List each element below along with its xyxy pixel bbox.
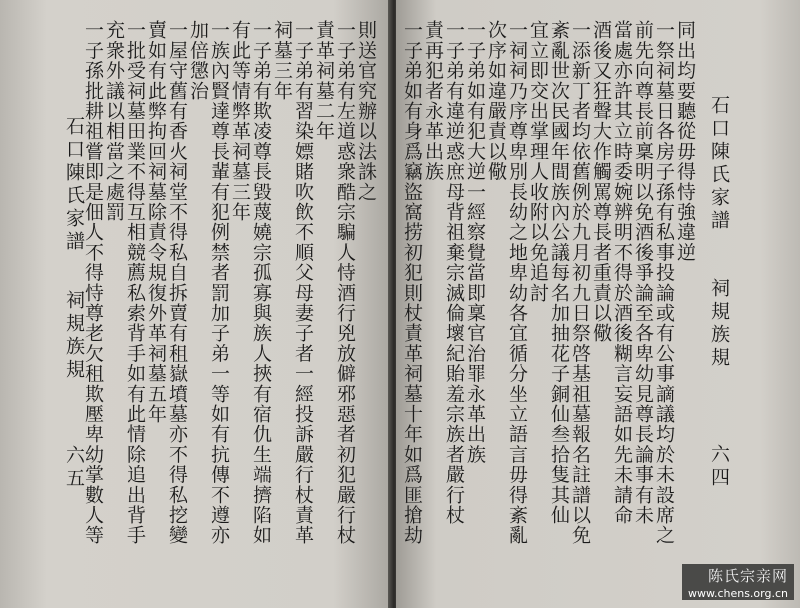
right-page-header: 石口陳氏家譜	[708, 95, 730, 233]
text-line: 一祠祠乃序尊卑別長幼之地卑幼各宜循分坐立語言毋得紊亂	[506, 20, 528, 546]
text-line: 次序如違嚴責以儆	[485, 20, 507, 182]
text-line: 一子弟如有身爲竊盜窩捞初犯則杖責革祠墓十年如爲匪搶劫	[401, 20, 423, 546]
text-line: 紊亂世次民國年間族內公議每名加抽花子銅仙叁拾隻其仙	[548, 20, 570, 525]
text-line: 一子弟有習染嫖賭吹飲不順父母妻子者一經投訴嚴行杖責革	[292, 20, 314, 546]
text-line: 責再犯者永革出族	[422, 20, 444, 182]
text-line: 加倍懲治	[187, 20, 209, 101]
text-line: 同出均要聽從毋得恃強違逆	[674, 20, 696, 263]
text-line: 則送官究辦以法誅之	[355, 20, 377, 202]
text-line: 一批受祠墓田業不得互相競薦私索背手如有此情除追出背手	[124, 20, 146, 546]
right-page-section: 祠規族規	[708, 278, 730, 370]
left-page-number: 六五	[63, 445, 85, 491]
text-line: 一祭祠墓日各房子孫有私事投論或有公事謫議均於未設席之	[653, 20, 675, 546]
text-line: 有此等情弊革祠墓三年	[229, 20, 251, 222]
left-page-header: 石口陳氏家譜	[63, 116, 85, 254]
right-page	[396, 0, 800, 608]
right-page-number: 六四	[708, 444, 730, 490]
text-line: 賣如有此弊拘回祠墓除責令規復外革祠墓五年	[145, 20, 167, 424]
watermark-url: www.chens.org.cn	[682, 587, 794, 600]
text-line: 一添新丁者均依舊例於九月初九日祭啓基祖墓報名註譜以免	[569, 20, 591, 546]
text-line: 宜立即交出掌理人收附以免追討	[527, 20, 549, 303]
left-page	[0, 0, 392, 608]
watermark	[682, 564, 794, 600]
text-line: 酒後又狂聲大作觸罵尊長者重責以儆	[590, 20, 612, 344]
watermark-title: 陈氏宗亲网	[682, 564, 794, 587]
text-line: 祠墓三年	[271, 20, 293, 101]
text-line: 責革祠墓二年	[313, 20, 335, 142]
left-page-section: 祠規族規	[63, 290, 85, 382]
text-line: 充衆外議以相當之處罰	[103, 20, 125, 222]
text-line: 一子弟有左道惑衆酷宗騙人恃酒行兇放僻邪惡者初犯嚴行杖	[334, 20, 356, 546]
text-line: 一族內賢達尊長輩有犯例禁者罰加子弟一等如有抗傳不遵亦	[208, 20, 230, 546]
text-line: 一子弟有違逆惑庶母背祖棄宗滅倫壞紀貽羞宗族者嚴行杖	[443, 20, 465, 525]
text-line: 前先向尊長前稟明以免酒後爭論至各卑幼見尊長論事有未	[632, 20, 654, 525]
text-line: 一子弟有欺凌尊長毀蔑嬈宗孤寡與族人挾有宿仇生端擠陷如	[250, 20, 272, 546]
text-line: 當處亦許其立時委婉辨明不得於酒後糊言妄語如先未請命	[611, 20, 633, 525]
text-line: 一子弟如有犯大逆一經察覺當即稟官治罪永革出族	[464, 20, 486, 465]
text-line: 一子孫批耕祖嘗即是佃人不得恃尊老欠租欺壓卑幼掌數人等	[82, 20, 104, 546]
text-line: 一屋守舊有香火祠堂不得私自拆賣有租嶽墳墓亦不得私挖變	[166, 20, 188, 546]
